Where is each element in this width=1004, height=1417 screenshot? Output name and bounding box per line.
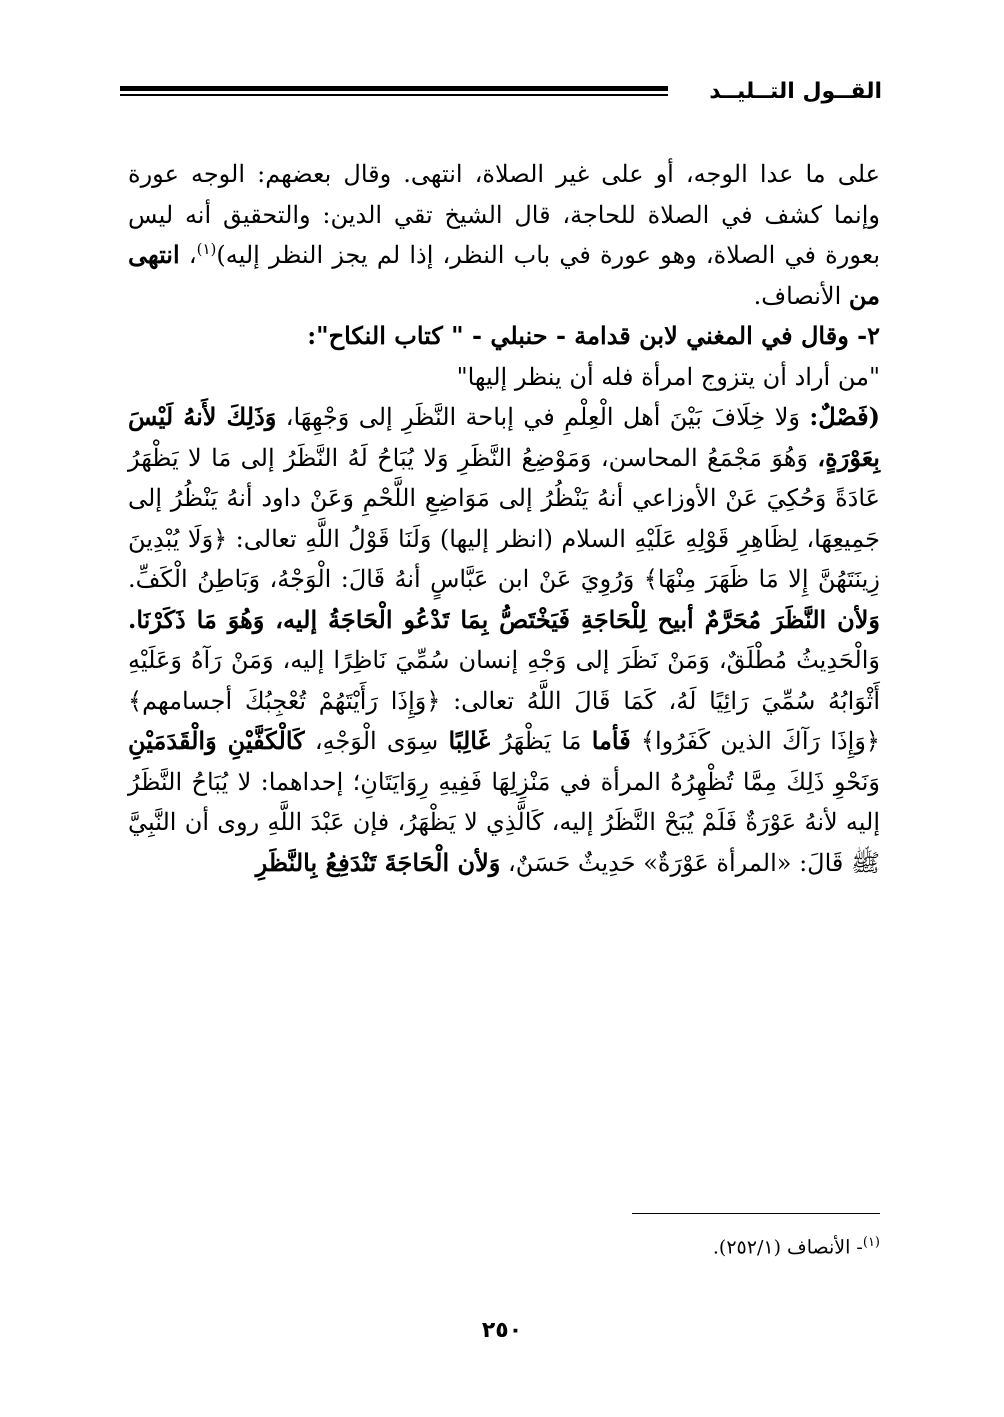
main-text [128, 154, 880, 883]
running-title: القــول التــليــد [709, 79, 882, 104]
footnote-marker: (١) [862, 1235, 880, 1250]
running-header [120, 72, 882, 112]
header-rule-thin [120, 94, 668, 96]
footnote-text: - الأنصاف (٢٥٢/١). [712, 1236, 863, 1259]
header-rule-thick [120, 86, 668, 91]
paragraph-3-bold-2: وَذَلِكَ لأَنهُ لَيْسَ بِعَوْرَةٍ، [128, 402, 880, 472]
paragraph-3 [128, 397, 880, 883]
paragraph-1-text-b: ، [179, 241, 197, 269]
header-rule [120, 86, 668, 96]
footnote-reference: (١) [196, 240, 217, 258]
paragraph-3-text-2: وَهُوَ مَجْمَعُ المحاسن، وَمَوْضِعُ النَّظَرِ وَلا يُبَاحُ لَهُ النَّظَرُ إلى مَا لا يَظْهَرُ عَادَةً وَحُكِيَ عَنْ الأوزاعي أنهُ يَنْظُرُ إلى مَوَاضِعِ اللَّحْمِ وَعَنْ داود أنهُ يَنْظُرُ إلى جَمِيعِهَا، لِظَاهِرِ قَوْلِهِ عَلَيْهِ السلام (انظر إليها) وَلَنَا قَوْلُ اللَّهِ تعالى: ﴿وَلَا يُبْدِينَ زِينَتَهُنَّ إِلا مَا ظَهَرَ مِنْهَا﴾ وَرُوِيَ عَنْ ابن عَبَّاسٍ أنهُ قَالَ: الْوَجْهُ، وَبَاطِنُ الْكَفِّ. [128, 443, 880, 593]
paragraph-1-text-a: على ما عدا الوجه، أو على غير الصلاة، انتهى. وقال بعضهم: الوجه عورة وإنما كشف في الصلاة للحاجة، قال الشيخ تقي الدين: والتحقيق أنه ليس بعورة في الصلاة، وهو عورة في باب النظر، إذا لم يجز النظر إليه) [128, 160, 881, 269]
paragraph-3-bold-7: وَلأن الْحَاجَةَ تَنْدَفِعُ بِالنَّظَرِ [255, 847, 501, 877]
paragraph-3-text-4: مَا يَظْهَرُ [490, 727, 592, 755]
footnote [713, 1228, 880, 1262]
quote-intro: "من أراد أن يتزوج امرأة فله أن ينظر إليها" [456, 362, 880, 391]
paragraph-3-text-6: وَنَحْوِ ذَلِكَ مِمَّا تُظْهِرُهُ المرأة في مَنْزِلِهَا فَفِيهِ رِوَايَتَانِ؛ إحداهما: لا يُبَاحُ النَّظَرُ إليه لأنهُ عَوْرَةٌ فَلَمْ يُبَحْ النَّظَرُ إليه، كَالَّذِي لا يَظْهَرُ، فإن عَبْدَ اللَّهِ روى أن النَّبِيَّ ﷺ قَالَ: «المرأة عَوْرَةٌ» حَدِيثٌ حَسَنٌ، [128, 767, 880, 877]
footnote-divider [632, 1213, 880, 1214]
paragraph-3-bold-6: كَالْكَفَّيْنِ وَالْقَدَمَيْنِ [128, 726, 305, 755]
paragraph-3-bold-1: (فَصْلٌ: [809, 402, 881, 431]
paragraph-1-bold: انتهى من [128, 240, 880, 310]
paragraph-3-text-3: وَالْحَدِيثُ مُطْلَقٌ، وَمَنْ نَظَرَ إلى وَجْهِ إنسان سُمِّيَ نَاظِرًا إليه، وَمَنْ رَآهُ وَعَلَيْهِ أَثْوَابُهُ سُمِّيَ رَائِيًا لَهُ، كَمَا قَالَ اللَّهُ تعالى: ﴿وَإِذَا رَأَيْتَهُمْ تُعْجِبُكَ أجسامهم﴾ ﴿وَإِذَا رَآكَ الذين كَفَرُوا﴾ [128, 646, 880, 755]
page-number: ٢٥٠ [481, 1318, 523, 1343]
paragraph-3-text-1: وَلا خِلَافَ بَيْنَ أهل الْعِلْمِ في إباحة النَّظَرِ إلى وَجْهِهَا، [276, 403, 810, 431]
section-heading-text: ٢- وقال في المغني لابن قدامة - حنبلي - " كتاب النكاح": [307, 321, 880, 350]
paragraph-3-bold-5: غَالِبًا [448, 726, 491, 755]
paragraph-3-bold-4: فَأما [591, 726, 631, 755]
paragraph-1 [128, 154, 880, 316]
section-heading [128, 316, 880, 357]
paragraph-3-bold-3: وَلأن النَّظَرَ مُحَرَّمٌ أبيح لِلْحَاجَةِ فَيَخْتَصُّ بِمَا تَدْعُو الْحَاجَةُ إليه، وَهُوَ مَا ذَكَرْنَا. [128, 604, 880, 634]
paragraph-1-text-c: الأنصاف. [753, 281, 849, 310]
paragraph-3-text-5: سِوَى الْوَجْهِ، [304, 727, 449, 755]
